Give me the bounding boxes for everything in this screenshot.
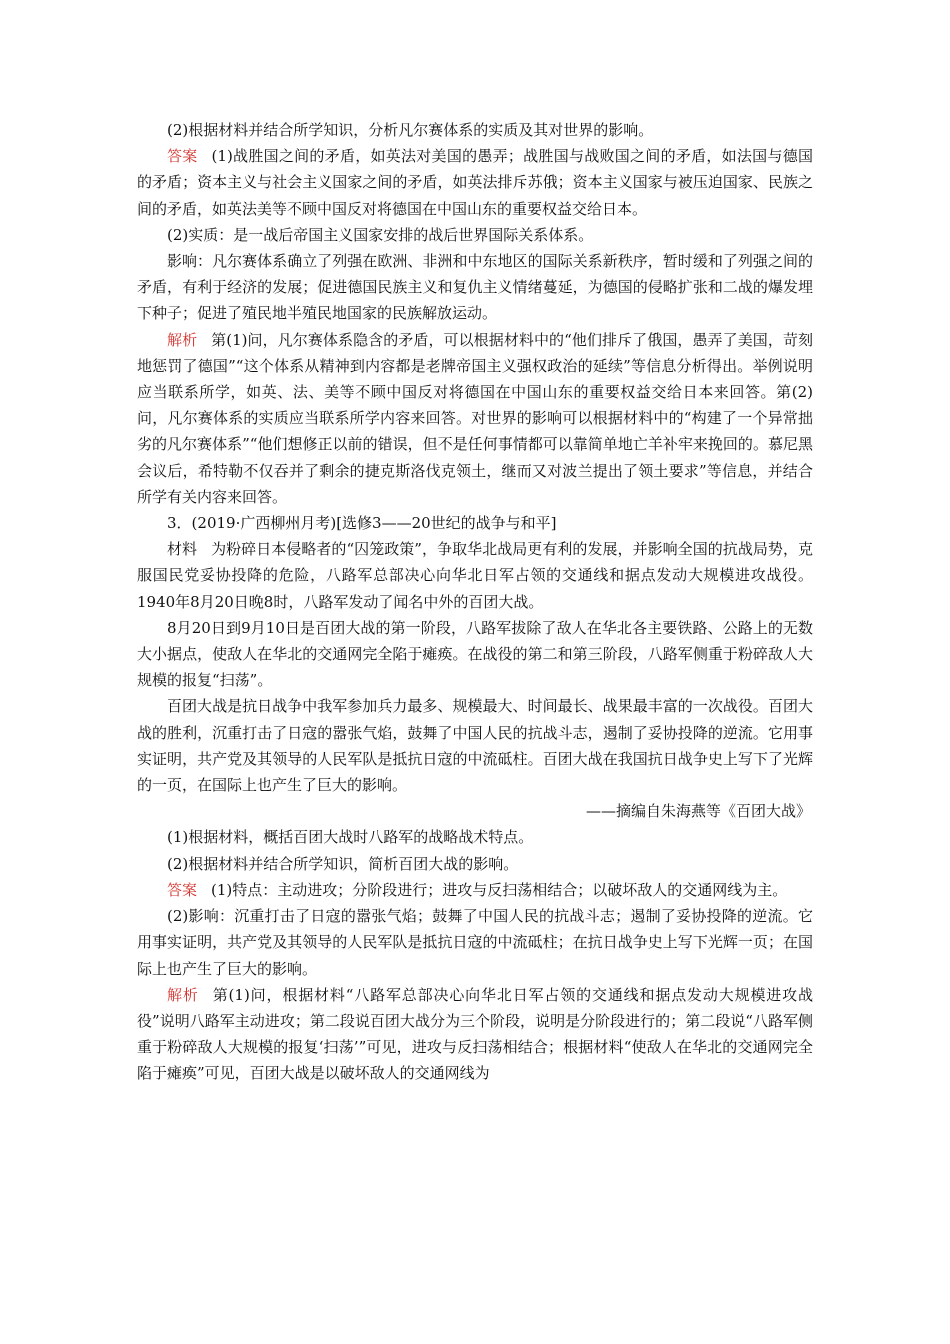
- material-paragraph-1: [137, 536, 813, 615]
- analysis-2-text: 第(1)问，凡尔赛体系隐含的矛盾，可以根据材料中的“他们排斥了俄国，愚弄了美国，苛刻地惩罚了德国”“这个体系从精神到内容都是老牌帝国主义强权政治的延续”等信息分析得出。举例说明应当联系所学，如英、法、美等不顾中国反对将德国在中国山东的重要权益交给日本来回答。第(2)问，凡尔赛体系的实质应当联系所学内容来回答。对世界的影响可以根据材料中的“构建了一个异常拙劣的凡尔赛体系”“他们想修正以前的错误，但不是任何事情都可以靠简单地亡羊补牢来挽回的。慕尼黑会议后，希特勒不仅吞并了剩余的捷克斯洛伐克领土，继而又对波兰提出了领土要求”等信息，并结合所学有关内容来回答。: [137, 330, 813, 506]
- document-page: [137, 117, 813, 1087]
- material-paragraph-2: 8月20日到9月10日是百团大战的第一阶段，八路军拔除了敌人在华北各主要铁路、公路上的无数大小据点，使敌人在华北的交通网完全陷于瘫痪。在战役的第二和第三阶段，八路军侧重于粉碎敌人大规模的报复“扫荡”。: [137, 618, 813, 690]
- answer-2-part-1: [137, 143, 813, 222]
- answer-2-part-1-text: (1)战胜国之间的矛盾，如英法对美国的愚弄；战胜国与战败国之间的矛盾，如法国与德国的矛盾；资本主义与社会主义国家之间的矛盾，如英法排斥苏俄；资本主义国家与被压迫国家、民族之间的矛盾，如英法美等不顾中国反对将德国在中国山东的重要权益交给日本。: [137, 147, 813, 218]
- analysis-2: [137, 327, 813, 510]
- question-3-sub-2: (2)根据材料并结合所学知识，简析百团大战的影响。: [167, 854, 519, 873]
- analysis-label: 解析: [167, 985, 199, 1004]
- material-label: 材料: [167, 540, 198, 559]
- answer-3-part-2: (2)影响：沉重打击了日寇的嚣张气焰；鼓舞了中国人民的抗战斗志；遏制了妥协投降的逆流。它用事实证明，共产党及其领导的人民军队是抵抗日寇的中流砥柱；在抗日战争史上写下光辉一页；在国际上也产生了巨大的影响。: [137, 907, 813, 978]
- question-3-heading: 3．(2019·广西柳州月考)[选修3——20世纪的战争与和平]: [167, 514, 557, 533]
- analysis-label: 解析: [167, 330, 198, 349]
- question-2-sub-2: (2)根据材料并结合所学知识，分析凡尔赛体系的实质及其对世界的影响。: [167, 121, 654, 139]
- analysis-3: [137, 982, 813, 1087]
- material-paragraph-3: 百团大战是抗日战争中我军参加兵力最多、规模最大、时间最长、战果最丰富的一次战役。百团大战的胜利，沉重打击了日寇的嚣张气焰，鼓舞了中国人民的抗战斗志，遏制了妥协投降的逆流。它用事实证明，共产党及其领导的人民军队是抵抗日寇的中流砥柱。百团大战在我国抗日战争史上写下了光辉的一页，在国际上也产生了巨大的影响。: [137, 697, 813, 795]
- answer-2-part-3: 影响：凡尔赛体系确立了列强在欧洲、非洲和中东地区的国际关系新秩序，暂时缓和了列强之间的矛盾，有利于经济的发展；促进德国民族主义和复仇主义情绪蔓延，为德国的侵略扩张和二战的爆发埋下种子；促进了殖民地半殖民地国家的民族解放运动。: [137, 252, 813, 323]
- answer-3-part-1-text: (1)特点：主动进攻；分阶段进行；进攻与反扫荡相结合；以破坏敌人的交通网线为主。: [211, 880, 788, 899]
- material-paragraph-1-text: 为粉碎日本侵略者的“囚笼政策”，争取华北战局更有利的发展，并影响全国的抗战局势，克服国民党妥协投降的危险，八路军总部决心向华北日军占领的交通线和据点发动大规模进攻战役。1940年8月20日晚8时，八路军发动了闻名中外的百团大战。: [137, 540, 813, 611]
- answer-3-part-1: [137, 877, 813, 903]
- answer-2-part-2: (2)实质：是一战后帝国主义国家安排的战后世界国际关系体系。: [167, 225, 594, 244]
- answer-label: 答案: [167, 880, 198, 899]
- analysis-3-text: 第(1)问，根据材料“八路军总部决心向华北日军占领的交通线和据点发动大规模进攻战役”说明八路军主动进攻；第二段说百团大战分为三个阶段，说明是分阶段进行的；第二段说“八路军侧重于粉碎敌人大规模的报复‘扫荡’”可见，进攻与反扫荡相结合；根据材料“使敌人在华北的交通网完全陷于瘫痪”可见，百团大战是以破坏敌人的交通网线为: [137, 985, 813, 1083]
- answer-label: 答案: [167, 147, 198, 166]
- material-source: ——摘编自朱海燕等《百团大战》: [585, 802, 811, 821]
- question-3-sub-1: (1)根据材料，概括百团大战时八路军的战略战术特点。: [167, 828, 534, 847]
